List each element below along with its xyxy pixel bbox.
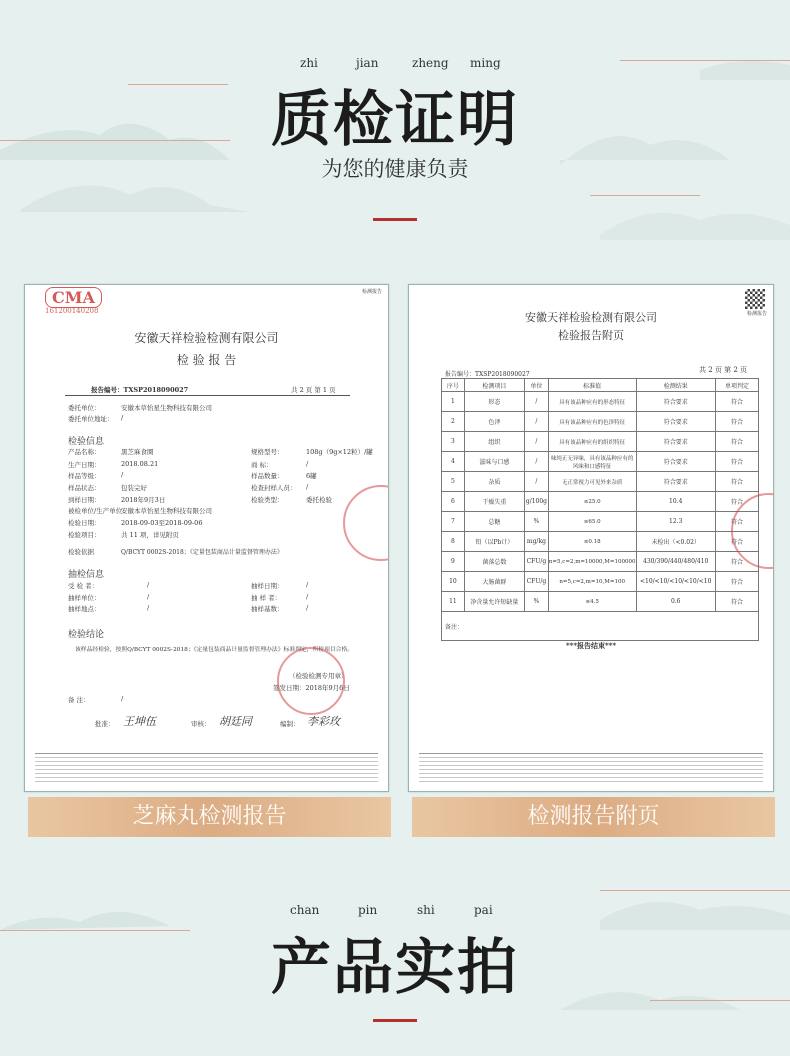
section-conclusion: 检验结论: [68, 630, 105, 640]
compile-signature: 李彩玫: [307, 715, 340, 728]
table-cell: n=5,c=2,m=10,M=100: [548, 572, 636, 592]
issue-date: 签发日期：2018年9月6日: [273, 684, 350, 692]
table-cell: 12.3: [636, 512, 715, 532]
table-cell: CFU/g: [525, 572, 549, 592]
table-row: [442, 592, 759, 612]
table-cell: 净含量允许短缺量: [464, 592, 524, 612]
info-label: 样品数量：: [251, 472, 284, 480]
table-cell: g/100g: [525, 492, 549, 512]
official-seal-stamp: [277, 647, 345, 715]
report-page: 共 2 页 第 1 页: [291, 386, 336, 394]
table-cell: 6: [442, 492, 465, 512]
table-cell: /: [525, 432, 549, 452]
cma-number: 161200140208: [45, 307, 99, 315]
pinyin-ming: ming: [470, 56, 501, 70]
table-cell: /: [525, 412, 549, 432]
report-appendix-page: [408, 284, 774, 792]
table-cell: %: [525, 512, 549, 532]
table-cell: 符合: [715, 572, 758, 592]
table-header-cell: 单项判定: [715, 379, 758, 392]
table-cell: 符合: [715, 592, 758, 612]
section-title-product-photos: 产品实拍: [271, 933, 519, 1003]
info-value: 安徽本草怡星生物科技有限公司: [121, 507, 212, 515]
table-row: [442, 412, 759, 432]
info-value: 委托检验: [306, 496, 332, 504]
sample-value: /: [306, 604, 309, 612]
table-row: [442, 452, 759, 472]
table-cell: 8: [442, 532, 465, 552]
sample-value: /: [306, 581, 309, 589]
table-row: [442, 532, 759, 552]
table-cell: 符合要求: [636, 452, 715, 472]
table-cell: 形态: [464, 392, 524, 412]
sample-label: 抽 样 者：: [251, 594, 282, 602]
table-cell: 符合: [715, 432, 758, 452]
section-subtitle: 为您的健康负责: [321, 157, 469, 181]
decor-line: [590, 195, 700, 196]
appendix-page: 共 2 页 第 2 页: [699, 366, 748, 374]
conclusion-text: 该样品经检验，按照Q/BCYT 0002S-2018；《定量包装商品计量监督管理办法》标准判定，所检项目合格。: [75, 647, 354, 653]
table-cell: 组织: [464, 432, 524, 452]
table-cell: 符合要求: [636, 432, 715, 452]
info-label: 商 标：: [251, 461, 273, 469]
table-cell: 符合: [715, 492, 758, 512]
pinyin-pai: pai: [474, 903, 493, 917]
table-cell: 具有该品种应有的组织特征: [548, 432, 636, 452]
table-cell: 杂质: [464, 472, 524, 492]
seal-note: （检验检测专用章）: [289, 672, 348, 680]
table-cell: 色泽: [464, 412, 524, 432]
client-address-value: /: [121, 414, 124, 422]
table-cell: 符合: [715, 392, 758, 412]
table-row: [442, 512, 759, 532]
sample-value: /: [306, 593, 309, 601]
info-value: /: [306, 460, 309, 468]
table-cell: 味纯正无异味，具有该品种应有的风味和口感特征: [548, 452, 636, 472]
table-cell: 符合: [715, 412, 758, 432]
pinyin-jian: jian: [356, 56, 379, 70]
info-value: 黑芝麻食圈: [121, 448, 154, 456]
table-cell: 3: [442, 432, 465, 452]
table-header-cell: 单位: [525, 379, 549, 392]
table-cell: n=5,c=2,m=10000,M=100000: [548, 552, 636, 572]
appendix-report-number: 报告编号：TXSP2018090027: [445, 371, 530, 378]
info-label: 样品状态：: [68, 484, 101, 492]
table-cell: 2: [442, 412, 465, 432]
table-cell: 符合要求: [636, 392, 715, 412]
remark-value: /: [121, 695, 124, 703]
table-cell: 具有该品种应有的色泽特征: [548, 412, 636, 432]
table-cell: 430/390/440/480/410: [636, 552, 715, 572]
info-value: 6罐: [306, 472, 317, 480]
table-cell: 10.4: [636, 492, 715, 512]
info-value: 2018年9月3日: [121, 496, 166, 504]
remark-label: 备 注：: [68, 696, 90, 704]
info-label: 被检单位/生产单位：: [68, 507, 129, 515]
appendix-title: 检验报告附页: [558, 329, 624, 342]
corner-mark: 检测报告: [746, 311, 767, 317]
table-cell: 0.6: [636, 592, 715, 612]
table-cell: 符合要求: [636, 412, 715, 432]
table-header-cell: 标准值: [548, 379, 636, 392]
info-value: 包装完好: [121, 484, 147, 492]
client-value: 安徽本草怡星生物科技有限公司: [121, 404, 212, 412]
corner-mark: 检测报告: [361, 289, 382, 295]
sample-label: 抽样单位：: [68, 594, 101, 602]
report-number: 报告编号：TXSP2018090027: [91, 386, 189, 394]
sample-label: 抽样地点：: [68, 605, 101, 613]
appendix-end-marker: ***报告结束***: [566, 641, 616, 650]
table-cell: %: [525, 592, 549, 612]
table-cell: 未检出（<0.02）: [636, 532, 715, 552]
pinyin-pin: pin: [358, 903, 378, 917]
label-left-report: 芝麻丸检测报告: [28, 797, 391, 837]
table-cell: /: [525, 452, 549, 472]
basis-label: 检验依据: [68, 548, 94, 556]
table-row: [442, 492, 759, 512]
table-cell: 干燥失重: [464, 492, 524, 512]
table-header-cell: 检测结果: [636, 379, 715, 392]
cma-mark: CMA: [45, 287, 102, 308]
seam-seal-stamp: [343, 485, 389, 561]
info-value: /: [306, 483, 309, 491]
info-label: 检查封样人员：: [251, 484, 297, 492]
table-header-row: [442, 379, 759, 392]
table-cell: 4: [442, 452, 465, 472]
table-cell: 符合: [715, 472, 758, 492]
approve-label: 批准：: [95, 720, 115, 728]
review-label: 审核：: [191, 720, 211, 728]
info-value: 108g（9g×12粒）/罐: [306, 448, 373, 456]
sample-label: 抽样日期：: [251, 582, 284, 590]
sample-value: /: [147, 581, 150, 589]
table-cell: 符合要求: [636, 472, 715, 492]
review-signature: 胡廷同: [219, 715, 252, 728]
table-cell: 9: [442, 552, 465, 572]
pinyin-zhi: zhi: [300, 56, 318, 70]
table-cell: 11: [442, 592, 465, 612]
info-label: 规格型号：: [251, 448, 284, 456]
table-cell: 5: [442, 472, 465, 492]
table-cell: /: [525, 472, 549, 492]
info-value: /: [121, 471, 124, 479]
table-row: [442, 472, 759, 492]
label-right-appendix: 检测报告附页: [412, 797, 775, 837]
table-cell: 菌落总数: [464, 552, 524, 572]
table-cell: 符合: [715, 512, 758, 532]
table-cell: 无正常视力可见外来杂质: [548, 472, 636, 492]
table-cell: 1: [442, 392, 465, 412]
info-label: 检验类型：: [251, 496, 284, 504]
table-cell: CFU/g: [525, 552, 549, 572]
table-cell: 总糖: [464, 512, 524, 532]
info-label: 检验日期：: [68, 519, 101, 527]
pinyin-chan: chan: [290, 903, 320, 917]
section-sampling-info: 抽检信息: [68, 570, 105, 580]
decor-line: [620, 60, 790, 61]
info-label: 生产日期：: [68, 461, 101, 469]
table-row: [442, 572, 759, 592]
red-accent-bar: [373, 1019, 417, 1022]
table-header-cell: 检测项目: [464, 379, 524, 392]
basis-value: Q/BCYT 0002S-2018；《定量包装商品计量监督管理办法》: [121, 549, 283, 556]
table-cell: <10/<10/<10/<10/<10: [636, 572, 715, 592]
report-title: 检 验 报 告: [176, 353, 237, 367]
info-label: 产品名称：: [68, 448, 101, 456]
report-company: 安徽天祥检验检测有限公司: [134, 331, 279, 345]
info-label: 检验项目：: [68, 531, 101, 539]
table-cell: /: [525, 392, 549, 412]
table-cell: 具有该品种应有的形态特征: [548, 392, 636, 412]
client-label: 委托单位：: [68, 404, 101, 412]
table-row: [442, 552, 759, 572]
red-accent-bar: [373, 218, 417, 221]
table-row: [442, 392, 759, 412]
sample-value: /: [147, 604, 150, 612]
sample-label: 抽样基数：: [251, 605, 284, 613]
qr-code-icon: [745, 289, 765, 309]
compile-label: 编制：: [280, 720, 300, 728]
table-cell: ≤0.18: [548, 532, 636, 552]
table-cell: 7: [442, 512, 465, 532]
pinyin-shi: shi: [417, 903, 435, 917]
table-cell: 铅（以Pb计）: [464, 532, 524, 552]
table-cell: 大肠菌群: [464, 572, 524, 592]
info-label: 到样日期：: [68, 496, 101, 504]
appendix-company: 安徽天祥检验检测有限公司: [525, 311, 657, 324]
divider: [65, 395, 350, 396]
table-cell: 滋味与口感: [464, 452, 524, 472]
sample-label: 受 检 者：: [68, 582, 99, 590]
remark-row: [442, 612, 759, 641]
appendix-results-table: [441, 378, 759, 641]
table-header-cell: 序号: [442, 379, 465, 392]
footer-fine-print: [35, 753, 378, 784]
pinyin-zheng: zheng: [412, 56, 449, 70]
inspection-report-page: [24, 284, 389, 792]
info-value: 共 11 项，详见附页: [121, 531, 179, 539]
info-value: 2018-09-03至2018-09-06: [121, 519, 203, 527]
sample-value: /: [147, 593, 150, 601]
table-cell: 10: [442, 572, 465, 592]
footer-fine-print: [419, 753, 763, 784]
info-value: 2018.08.21: [121, 460, 159, 468]
info-label: 样品等级：: [68, 472, 101, 480]
approve-signature: 王坤伍: [123, 715, 156, 728]
table-row: [442, 432, 759, 452]
table-cell: 符合: [715, 452, 758, 472]
table-cell: 符合: [715, 552, 758, 572]
decor-line: [600, 890, 790, 891]
section-title-quality: 质检证明: [271, 85, 519, 155]
table-cell: ≤25.0: [548, 492, 636, 512]
section-inspection-info: 检验信息: [68, 437, 105, 447]
table-cell: mg/kg: [525, 532, 549, 552]
table-cell: ≤4.5: [548, 592, 636, 612]
table-cell: ≤65.0: [548, 512, 636, 532]
table-cell: 符合: [715, 532, 758, 552]
client-address-label: 委托单位地址：: [68, 415, 114, 423]
remark-cell: 备注：: [442, 612, 759, 641]
